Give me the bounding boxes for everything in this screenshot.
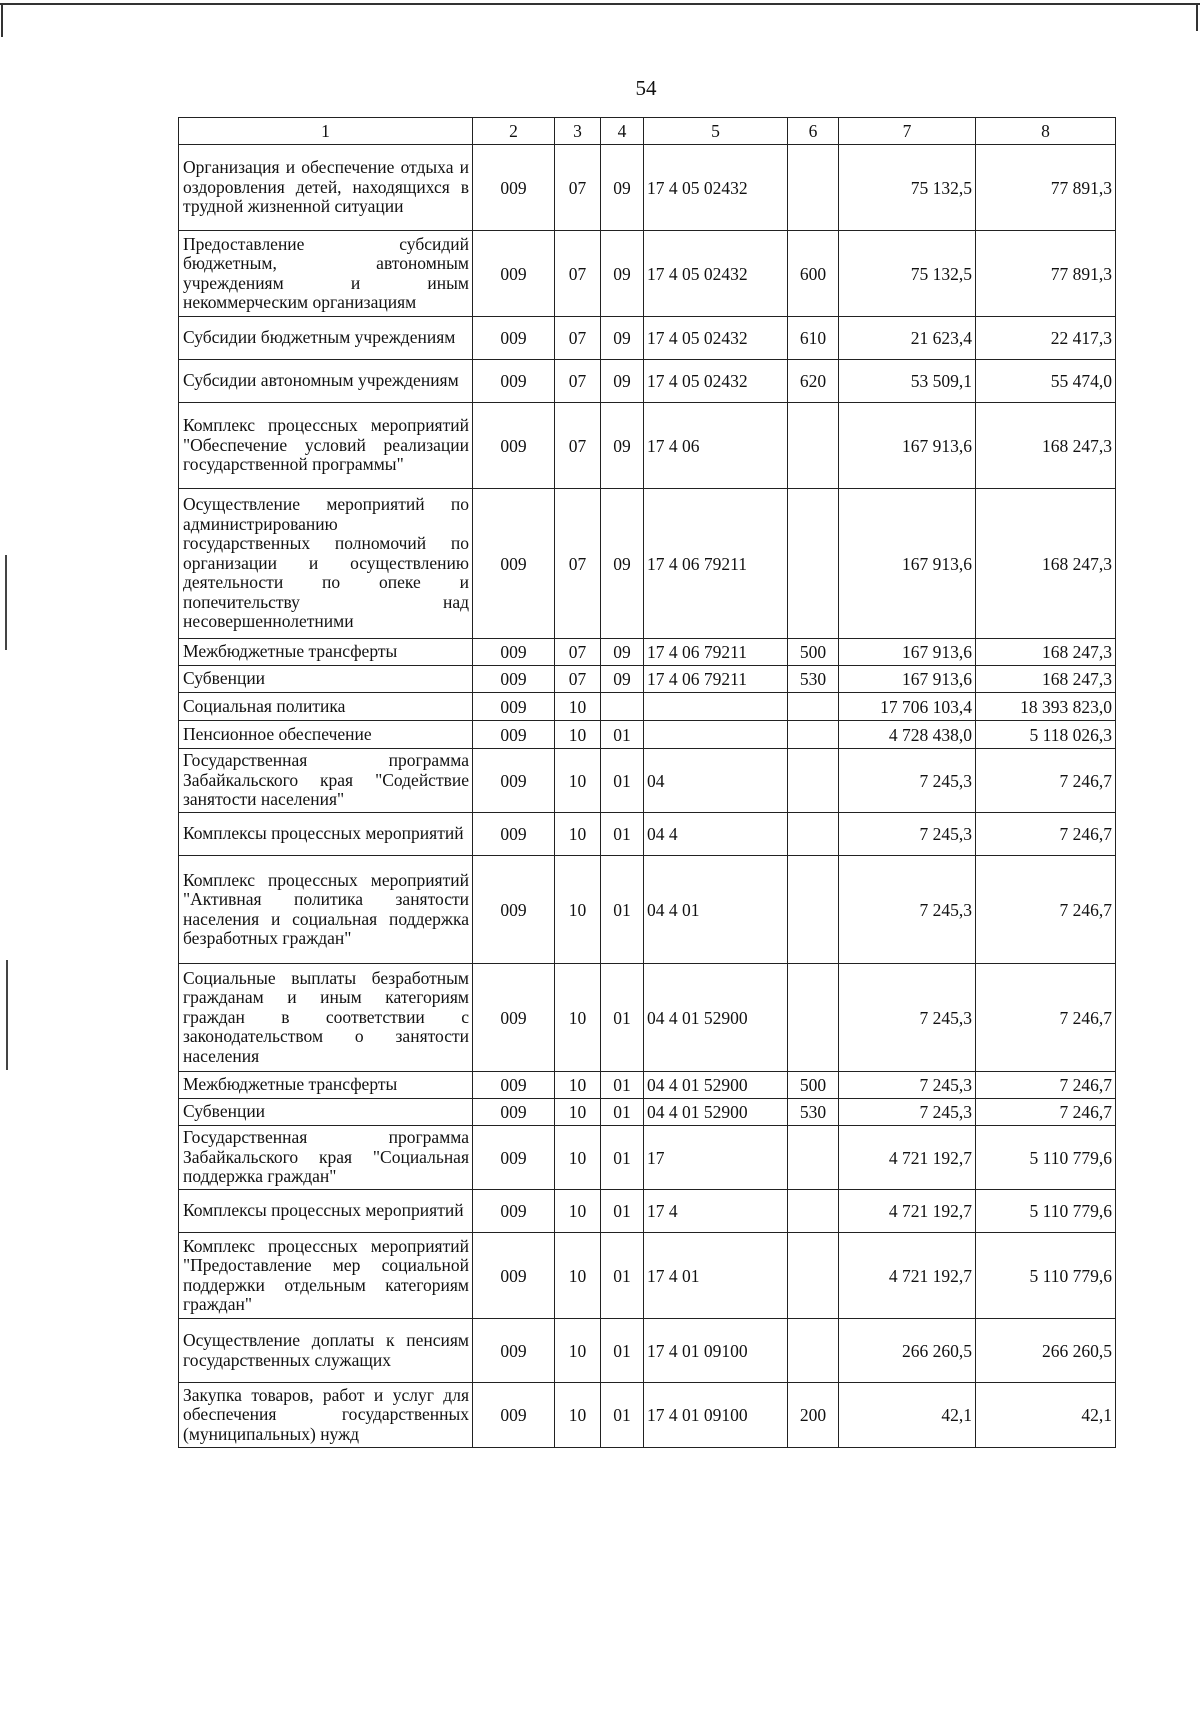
code-admin-cell: 009: [473, 749, 555, 813]
code-admin-cell: 009: [473, 489, 555, 639]
code-target-article-cell: 17 4 01: [644, 1233, 788, 1319]
code-subsection-cell: 01: [601, 964, 644, 1072]
scan-edge-mark: [5, 555, 7, 650]
code-section-cell: 10: [555, 1190, 601, 1233]
code-target-article-cell: 17 4: [644, 1190, 788, 1233]
table-row: [179, 1072, 1116, 1099]
column-header-4: 4: [601, 118, 644, 145]
amount-col8-cell: 168 247,3: [976, 639, 1116, 666]
code-subsection-cell: 01: [601, 1126, 644, 1190]
code-admin-cell: 009: [473, 231, 555, 317]
table-row: [179, 721, 1116, 749]
code-expense-type-cell: 620: [788, 360, 839, 403]
row-name-cell: Субвенции: [179, 1099, 473, 1126]
amount-col8-cell: 5 118 026,3: [976, 721, 1116, 749]
code-subsection-cell: [601, 693, 644, 721]
code-target-article-cell: 17 4 06 79211: [644, 489, 788, 639]
code-admin-cell: 009: [473, 1126, 555, 1190]
code-section-cell: 10: [555, 1072, 601, 1099]
code-section-cell: 10: [555, 813, 601, 856]
code-section-cell: 07: [555, 489, 601, 639]
code-subsection-cell: 01: [601, 1190, 644, 1233]
row-name-cell: Комплексы процессных мероприятий: [179, 1190, 473, 1233]
amount-col8-cell: 7 246,7: [976, 749, 1116, 813]
code-admin-cell: 009: [473, 964, 555, 1072]
column-header-5: 5: [644, 118, 788, 145]
row-name-cell: Комплекс процессных мероприятий "Предоставление мер социальной поддержки отдельным категориям граждан": [179, 1233, 473, 1319]
amount-col7-cell: 4 721 192,7: [839, 1190, 976, 1233]
table-row: [179, 360, 1116, 403]
code-expense-type-cell: [788, 403, 839, 489]
column-header-8: 8: [976, 118, 1116, 145]
code-admin-cell: 009: [473, 721, 555, 749]
code-target-article-cell: 17 4 05 02432: [644, 360, 788, 403]
amount-col7-cell: 167 913,6: [839, 403, 976, 489]
code-admin-cell: 009: [473, 145, 555, 231]
code-expense-type-cell: [788, 721, 839, 749]
code-target-article-cell: 04 4 01 52900: [644, 964, 788, 1072]
code-section-cell: 07: [555, 360, 601, 403]
table-header-row: [179, 118, 1116, 145]
row-name-cell: Закупка товаров, работ и услуг для обеспечения государственных (муниципальных) нужд: [179, 1383, 473, 1448]
code-expense-type-cell: [788, 1319, 839, 1383]
code-admin-cell: 009: [473, 1072, 555, 1099]
amount-col7-cell: 75 132,5: [839, 145, 976, 231]
amount-col8-cell: 7 246,7: [976, 856, 1116, 964]
amount-col8-cell: 266 260,5: [976, 1319, 1116, 1383]
budget-table: [178, 117, 1116, 1448]
code-target-article-cell: 17 4 01 09100: [644, 1383, 788, 1448]
code-subsection-cell: 01: [601, 1233, 644, 1319]
code-section-cell: 10: [555, 1383, 601, 1448]
code-admin-cell: 009: [473, 693, 555, 721]
code-target-article-cell: 17 4 05 02432: [644, 317, 788, 360]
amount-col8-cell: 7 246,7: [976, 1099, 1116, 1126]
code-admin-cell: 009: [473, 317, 555, 360]
row-name-cell: Комплекс процессных мероприятий "Обеспечение условий реализации государственной программы": [179, 403, 473, 489]
amount-col7-cell: 7 245,3: [839, 813, 976, 856]
code-admin-cell: 009: [473, 1190, 555, 1233]
row-name-cell: Государственная программа Забайкальского края "Содействие занятости населения": [179, 749, 473, 813]
code-section-cell: 10: [555, 721, 601, 749]
table-row: [179, 813, 1116, 856]
row-name-cell: Предоставление субсидий бюджетным, автономным учреждениям и иным некоммерческим организациям: [179, 231, 473, 317]
code-expense-type-cell: 200: [788, 1383, 839, 1448]
code-section-cell: 07: [555, 403, 601, 489]
code-target-article-cell: 17 4 06 79211: [644, 666, 788, 693]
code-target-article-cell: [644, 721, 788, 749]
table-row: [179, 489, 1116, 639]
column-header-2: 2: [473, 118, 555, 145]
code-target-article-cell: 17 4 06 79211: [644, 639, 788, 666]
amount-col7-cell: 21 623,4: [839, 317, 976, 360]
code-subsection-cell: 09: [601, 403, 644, 489]
amount-col8-cell: 77 891,3: [976, 231, 1116, 317]
code-admin-cell: 009: [473, 1383, 555, 1448]
code-expense-type-cell: [788, 749, 839, 813]
amount-col7-cell: 42,1: [839, 1383, 976, 1448]
row-name-cell: Пенсионное обеспечение: [179, 721, 473, 749]
amount-col8-cell: 77 891,3: [976, 145, 1116, 231]
row-name-cell: Организация и обеспечение отдыха и оздоровления детей, находящихся в трудной жизненной ситуации: [179, 145, 473, 231]
code-target-article-cell: 04 4 01: [644, 856, 788, 964]
code-target-article-cell: 17: [644, 1126, 788, 1190]
code-admin-cell: 009: [473, 856, 555, 964]
amount-col8-cell: 18 393 823,0: [976, 693, 1116, 721]
amount-col7-cell: 266 260,5: [839, 1319, 976, 1383]
table-row: [179, 403, 1116, 489]
code-admin-cell: 009: [473, 1319, 555, 1383]
code-subsection-cell: 09: [601, 666, 644, 693]
code-admin-cell: 009: [473, 1099, 555, 1126]
column-header-7: 7: [839, 118, 976, 145]
table-row: [179, 1233, 1116, 1319]
column-header-1: 1: [179, 118, 473, 145]
code-expense-type-cell: [788, 813, 839, 856]
amount-col7-cell: 75 132,5: [839, 231, 976, 317]
scan-edge-mark: [6, 960, 8, 1070]
table-row: [179, 639, 1116, 666]
amount-col8-cell: 5 110 779,6: [976, 1190, 1116, 1233]
code-admin-cell: 009: [473, 813, 555, 856]
code-expense-type-cell: [788, 964, 839, 1072]
page-number: 54: [635, 76, 657, 100]
code-expense-type-cell: 530: [788, 1099, 839, 1126]
amount-col7-cell: 4 721 192,7: [839, 1233, 976, 1319]
amount-col7-cell: 7 245,3: [839, 1099, 976, 1126]
code-target-article-cell: 17 4 01 09100: [644, 1319, 788, 1383]
amount-col8-cell: 5 110 779,6: [976, 1233, 1116, 1319]
code-section-cell: 10: [555, 1319, 601, 1383]
code-subsection-cell: 01: [601, 1072, 644, 1099]
code-admin-cell: 009: [473, 1233, 555, 1319]
code-subsection-cell: 01: [601, 749, 644, 813]
amount-col7-cell: 53 509,1: [839, 360, 976, 403]
code-section-cell: 07: [555, 639, 601, 666]
scan-frame-left-edge: [1, 3, 3, 37]
code-section-cell: 07: [555, 231, 601, 317]
code-expense-type-cell: [788, 1126, 839, 1190]
code-subsection-cell: 01: [601, 1099, 644, 1126]
code-target-article-cell: 17 4 05 02432: [644, 231, 788, 317]
code-section-cell: 10: [555, 1126, 601, 1190]
amount-col7-cell: 17 706 103,4: [839, 693, 976, 721]
row-name-cell: Межбюджетные трансферты: [179, 1072, 473, 1099]
code-section-cell: 10: [555, 1099, 601, 1126]
code-target-article-cell: 17 4 05 02432: [644, 145, 788, 231]
row-name-cell: Субсидии автономным учреждениям: [179, 360, 473, 403]
amount-col8-cell: 7 246,7: [976, 813, 1116, 856]
amount-col7-cell: 167 913,6: [839, 666, 976, 693]
code-expense-type-cell: [788, 145, 839, 231]
code-target-article-cell: 04: [644, 749, 788, 813]
amount-col8-cell: 168 247,3: [976, 489, 1116, 639]
code-target-article-cell: 04 4 01 52900: [644, 1099, 788, 1126]
code-target-article-cell: 17 4 06: [644, 403, 788, 489]
code-expense-type-cell: [788, 1233, 839, 1319]
row-name-cell: Комплекс процессных мероприятий "Активная политика занятости населения и социальная поддержка безработных граждан": [179, 856, 473, 964]
scan-frame-top-edge: [0, 3, 1200, 5]
code-section-cell: 10: [555, 964, 601, 1072]
code-section-cell: 10: [555, 1233, 601, 1319]
code-subsection-cell: 09: [601, 145, 644, 231]
row-name-cell: Межбюджетные трансферты: [179, 639, 473, 666]
code-target-article-cell: [644, 693, 788, 721]
amount-col7-cell: 7 245,3: [839, 1072, 976, 1099]
table-row: [179, 666, 1116, 693]
amount-col7-cell: 7 245,3: [839, 964, 976, 1072]
table-row: [179, 693, 1116, 721]
row-name-cell: Государственная программа Забайкальского края "Социальная поддержка граждан": [179, 1126, 473, 1190]
row-name-cell: Осуществление доплаты к пенсиям государственных служащих: [179, 1319, 473, 1383]
row-name-cell: Субвенции: [179, 666, 473, 693]
code-subsection-cell: 01: [601, 813, 644, 856]
code-expense-type-cell: 610: [788, 317, 839, 360]
table-row: [179, 749, 1116, 813]
code-section-cell: 07: [555, 145, 601, 231]
row-name-cell: Субсидии бюджетным учреждениям: [179, 317, 473, 360]
code-expense-type-cell: 500: [788, 639, 839, 666]
code-subsection-cell: 09: [601, 639, 644, 666]
code-section-cell: 07: [555, 666, 601, 693]
code-expense-type-cell: [788, 693, 839, 721]
column-header-3: 3: [555, 118, 601, 145]
code-section-cell: 07: [555, 317, 601, 360]
code-target-article-cell: 04 4 01 52900: [644, 1072, 788, 1099]
code-expense-type-cell: [788, 489, 839, 639]
code-subsection-cell: 09: [601, 231, 644, 317]
code-expense-type-cell: 500: [788, 1072, 839, 1099]
amount-col7-cell: 167 913,6: [839, 489, 976, 639]
amount-col7-cell: 4 721 192,7: [839, 1126, 976, 1190]
table-row: [179, 856, 1116, 964]
code-expense-type-cell: 600: [788, 231, 839, 317]
code-subsection-cell: 09: [601, 360, 644, 403]
table-row: [179, 1319, 1116, 1383]
table-row: [179, 145, 1116, 231]
code-subsection-cell: 09: [601, 317, 644, 360]
code-section-cell: 10: [555, 856, 601, 964]
amount-col8-cell: 168 247,3: [976, 403, 1116, 489]
table-row: [179, 1190, 1116, 1233]
code-admin-cell: 009: [473, 360, 555, 403]
code-admin-cell: 009: [473, 639, 555, 666]
table-row: [179, 1099, 1116, 1126]
column-header-6: 6: [788, 118, 839, 145]
amount-col8-cell: 168 247,3: [976, 666, 1116, 693]
amount-col7-cell: 4 728 438,0: [839, 721, 976, 749]
code-expense-type-cell: [788, 856, 839, 964]
row-name-cell: Осуществление мероприятий по администрированию государственных полномочий по организации и осуществлению деятельности по опеке и попечительству над несовершеннолетними: [179, 489, 473, 639]
amount-col8-cell: 5 110 779,6: [976, 1126, 1116, 1190]
code-subsection-cell: 01: [601, 856, 644, 964]
table-row: [179, 1126, 1116, 1190]
amount-col8-cell: 42,1: [976, 1383, 1116, 1448]
code-admin-cell: 009: [473, 403, 555, 489]
code-subsection-cell: 01: [601, 1383, 644, 1448]
code-expense-type-cell: 530: [788, 666, 839, 693]
amount-col8-cell: 22 417,3: [976, 317, 1116, 360]
amount-col8-cell: 7 246,7: [976, 964, 1116, 1072]
code-admin-cell: 009: [473, 666, 555, 693]
amount-col7-cell: 167 913,6: [839, 639, 976, 666]
amount-col7-cell: 7 245,3: [839, 749, 976, 813]
table-row: [179, 317, 1116, 360]
table-row: [179, 231, 1116, 317]
code-section-cell: 10: [555, 749, 601, 813]
scan-frame-right-edge: [1196, 3, 1198, 31]
code-target-article-cell: 04 4: [644, 813, 788, 856]
table-row: [179, 1383, 1116, 1448]
code-subsection-cell: 09: [601, 489, 644, 639]
code-section-cell: 10: [555, 693, 601, 721]
amount-col8-cell: 7 246,7: [976, 1072, 1116, 1099]
code-subsection-cell: 01: [601, 721, 644, 749]
row-name-cell: Комплексы процессных мероприятий: [179, 813, 473, 856]
row-name-cell: Социальные выплаты безработным гражданам и иным категориям граждан в соответствии с законодательством о занятости населения: [179, 964, 473, 1072]
amount-col8-cell: 55 474,0: [976, 360, 1116, 403]
code-expense-type-cell: [788, 1190, 839, 1233]
table-row: [179, 964, 1116, 1072]
amount-col7-cell: 7 245,3: [839, 856, 976, 964]
row-name-cell: Социальная политика: [179, 693, 473, 721]
code-subsection-cell: 01: [601, 1319, 644, 1383]
